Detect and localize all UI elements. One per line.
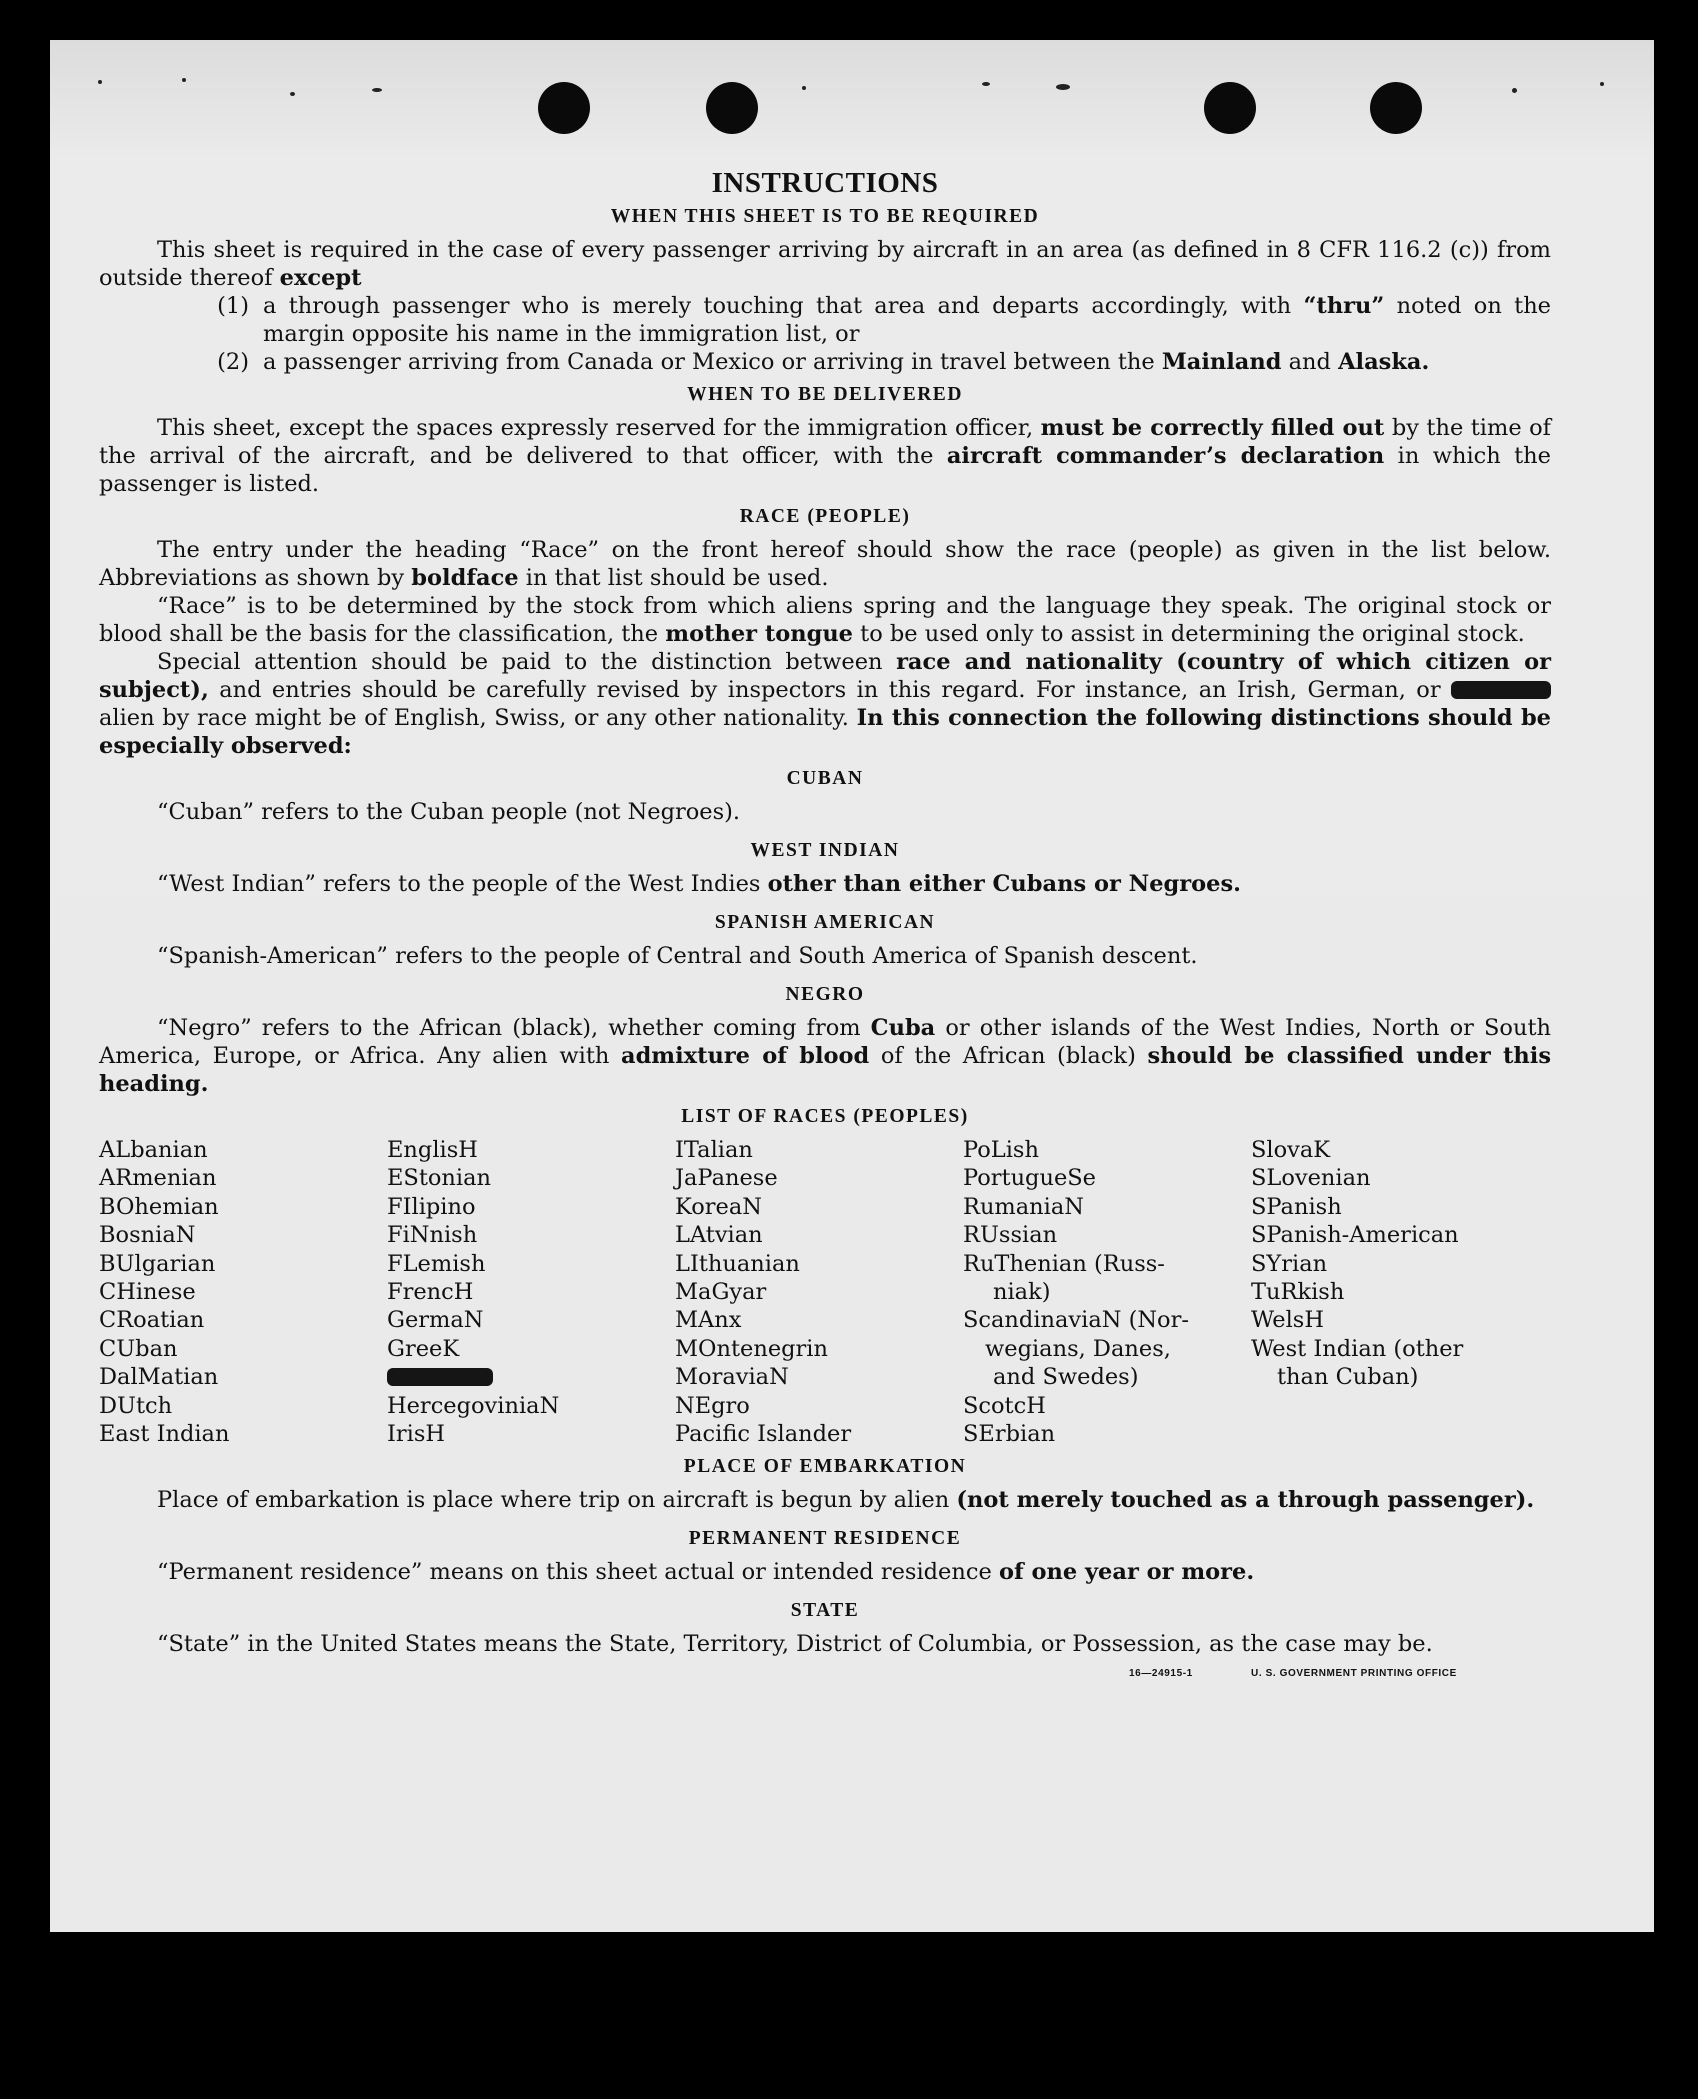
paragraph: “Cuban” refers to the Cuban people (not Negroes). (157, 799, 741, 825)
punch-hole (538, 82, 590, 134)
race-item: BosniaN (99, 1222, 196, 1249)
section-heading: NEGRO (785, 984, 865, 1005)
section-heading: PLACE OF EMBARKATION (683, 1456, 967, 1478)
paragraph: The entry under the heading “Race” on the front hereof should show the race (people) as given in the list below. Abbreviations as shown by boldface in that list should be used. (99, 537, 1551, 591)
section-heading: WEST INDIAN (750, 840, 900, 861)
punch-hole (706, 82, 758, 134)
race-item: ScandinaviaN (Nor- (963, 1307, 1189, 1334)
race-item: East Indian (99, 1421, 230, 1448)
race-item: SErbian (963, 1421, 1056, 1448)
race-item: GermaN (387, 1307, 484, 1334)
speck (182, 78, 186, 82)
race-item: KoreaN (675, 1193, 762, 1220)
race-item: MaGyar (675, 1279, 767, 1306)
speck (372, 88, 382, 92)
race-item: RumaniaN (963, 1193, 1084, 1220)
race-item: SPanish-American (1251, 1222, 1459, 1249)
race-column (675, 1136, 963, 1448)
section-heading: PERMANENT RESIDENCE (688, 1528, 962, 1550)
race-item: EnglisH (387, 1137, 478, 1163)
race-item: BOhemian (99, 1193, 219, 1220)
race-item: FiNnish (387, 1222, 478, 1249)
final-paragraph-wrap (99, 1630, 1551, 1680)
race-item: RuThenian (Russ- (963, 1250, 1165, 1277)
race-item: than Cuban) (1277, 1364, 1419, 1391)
race-item: ScotcH (963, 1392, 1046, 1419)
list-item: (2) a passenger arriving from Canada or Mexico or arriving in travel between the Mainland and Alaska. (217, 349, 1430, 375)
paragraph: “West Indian” refers to the people of the West Indies other than either Cubans or Negroes. (157, 871, 1241, 897)
race-item: FLemish (387, 1250, 486, 1277)
race-item-redacted (387, 1363, 675, 1391)
race-item: MOntenegrin (675, 1335, 828, 1362)
section-heading: STATE (790, 1600, 860, 1622)
race-item: ARmenian (99, 1165, 217, 1192)
race-item: BUlgarian (99, 1250, 216, 1277)
speck (98, 80, 102, 84)
section-heading: WHEN TO BE DELIVERED (687, 384, 963, 405)
race-item: PortugueSe (963, 1165, 1097, 1192)
section-heading: CUBAN (786, 768, 864, 789)
race-item: ITalian (675, 1137, 753, 1163)
paragraph: “Permanent residence” means on this sheet actual or intended residence of one year or more. (157, 1559, 1255, 1586)
race-item: MAnx (675, 1307, 742, 1334)
race-item: CRoatian (99, 1307, 205, 1334)
race-column (387, 1136, 675, 1448)
race-item: West Indian (other (1251, 1335, 1464, 1362)
race-item: SYrian (1251, 1250, 1328, 1277)
paragraph: Place of embarkation is place where trip on aircraft is begun by alien (not merely touched as a through passenger). (157, 1487, 1535, 1514)
form-code: 16—24915-1 (1129, 1668, 1193, 1680)
race-item: MoraviaN (675, 1364, 789, 1391)
paragraph: “Negro” refers to the African (black), whether coming from Cuba or other islands of the West Indies, North or South America, Europe, or Africa. Any alien with admixture of blood of the African (black) should be classified under this heading. (99, 1015, 1551, 1097)
race-item: wegians, Danes, (985, 1335, 1171, 1362)
paragraph: This sheet, except the spaces expressly reserved for the immigration officer, must be correctly filled out by the time of the arrival of the aircraft, and be delivered to that officer, with the aircraft commander’s declaration in which the passenger is listed. (99, 415, 1552, 497)
race-column (1251, 1136, 1551, 1448)
race-item: FrencH (387, 1279, 474, 1306)
race-item: CUban (99, 1335, 178, 1362)
race-item: and Swedes) (993, 1364, 1139, 1391)
speck (1512, 88, 1517, 93)
race-item: ALbanian (99, 1137, 208, 1163)
document-page (50, 40, 1654, 1932)
race-list (99, 1136, 1551, 1448)
speck (1056, 84, 1070, 90)
race-item: SLovenian (1251, 1165, 1371, 1192)
page-title: INSTRUCTIONS (711, 167, 939, 199)
race-column (963, 1136, 1251, 1448)
speck (982, 82, 990, 86)
race-column (99, 1136, 387, 1448)
race-item: LIthuanian (675, 1250, 800, 1277)
section-heading: LIST OF RACES (PEOPLES) (681, 1106, 969, 1127)
race-item: GreeK (387, 1335, 460, 1362)
race-item: FIlipino (387, 1193, 476, 1220)
race-item: PoLish (963, 1137, 1039, 1163)
race-item: TuRkish (1251, 1279, 1345, 1306)
race-item: NEgro (675, 1392, 750, 1419)
race-item: Pacific Islander (675, 1421, 852, 1448)
paragraph: “Spanish-American” refers to the people of Central and South America of Spanish descent. (157, 943, 1198, 969)
race-item: JaPanese (675, 1165, 778, 1192)
list-item: (1) a through passenger who is merely touching that area and departs accordingly, with “thru” noted on the margin opposite his name in the immigration list, or (217, 293, 1551, 347)
race-item: SlovaK (1251, 1137, 1331, 1163)
punch-hole (1370, 82, 1422, 134)
race-item: SPanish (1251, 1193, 1342, 1220)
redaction-mark (387, 1368, 493, 1386)
race-item: DUtch (99, 1392, 173, 1419)
race-item: RUssian (963, 1222, 1058, 1249)
paragraph: “State” in the United States means the State, Territory, District of Columbia, or Possession, as the case may be. (157, 1631, 1433, 1658)
speck (290, 92, 295, 96)
race-item: IrisH (387, 1421, 446, 1448)
section-heading: RACE (PEOPLE) (739, 506, 911, 527)
section-heading: WHEN THIS SHEET IS TO BE REQUIRED (610, 206, 1040, 227)
race-item: DalMatian (99, 1364, 219, 1391)
race-item: CHinese (99, 1279, 196, 1306)
paragraph: This sheet is required in the case of every passenger arriving by aircraft in an area (as defined in 8 CFR 116.2 (c)) from outside thereof except (99, 237, 1551, 291)
race-item: HercegoviniaN (387, 1392, 560, 1419)
speck (1600, 82, 1604, 86)
printer-imprint: U. S. GOVERNMENT PRINTING OFFICE (1251, 1668, 1457, 1680)
speck (802, 86, 806, 90)
race-item: niak) (993, 1279, 1051, 1306)
race-item: LAtvian (675, 1222, 763, 1249)
section-heading: SPANISH AMERICAN (714, 912, 936, 933)
race-item: EStonian (387, 1165, 492, 1192)
redaction-mark (1451, 681, 1551, 699)
race-item: WelsH (1251, 1307, 1324, 1334)
paragraph: “Race” is to be determined by the stock from which aliens spring and the language they speak. The original stock or blood shall be the basis for the classification, the mother tongue to be used only to assist in determining the original stock. (99, 593, 1551, 647)
paragraph: Special attention should be paid to the distinction between race and nationality (country of which citizen or subject), and entries should be carefully revised by inspectors in this regard. For instance, an Irish, German, or alien by race might be of English, Swiss, or any other nationality. In this connection the following distinctions should be especially observed: (99, 649, 1551, 759)
punch-hole (1204, 82, 1256, 134)
